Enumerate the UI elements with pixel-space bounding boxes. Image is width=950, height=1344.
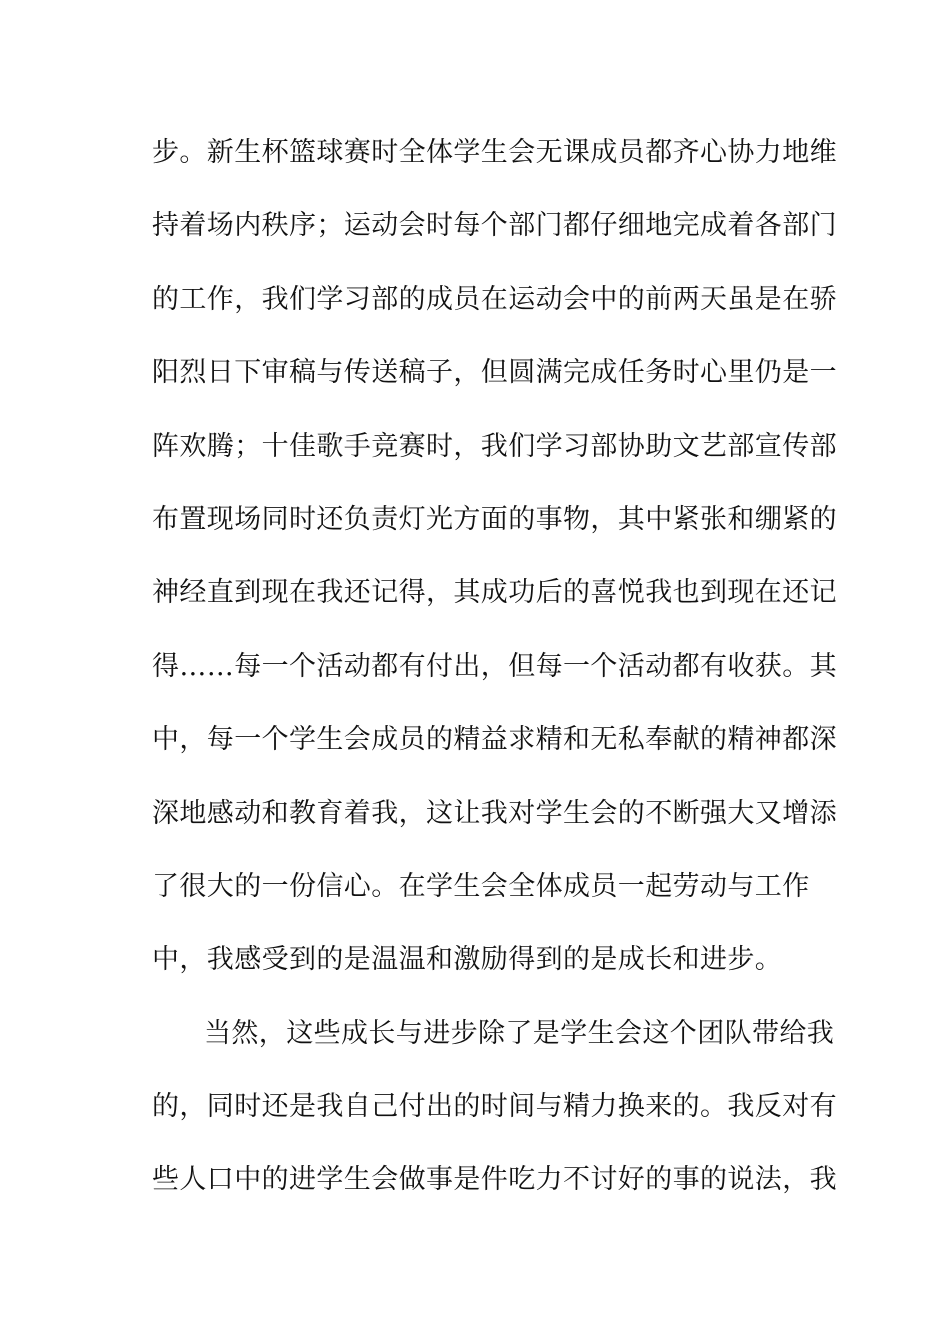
- text-line-10: 深地感动和教育着我，这让我对学生会的不断强大又增添: [152, 797, 837, 829]
- paragraph-start-line: 当然，这些成长与进步除了是学生会这个团队带给我: [204, 1017, 835, 1049]
- text-line-14: 的，同时还是我自己付出的时间与精力换来的。我反对有: [152, 1091, 837, 1123]
- text-line-7: 神经直到现在我还记得，其成功后的喜悦我也到现在还记: [152, 577, 837, 609]
- body-text: [152, 128, 837, 1229]
- text-line-5: 阵欢腾；十佳歌手竞赛时，我们学习部协助文艺部宣传部: [152, 430, 837, 462]
- text-line-12: 中，我感受到的是温温和激励得到的是成长和进步。: [152, 944, 783, 976]
- text-line-2: 持着场内秩序；运动会时每个部门都仔细地完成着各部门: [152, 210, 837, 242]
- text-line-4: 阳烈日下审稿与传送稿子，但圆满完成任务时心里仍是一: [152, 357, 837, 389]
- text-line-1: 步。新生杯篮球赛时全体学生会无课成员都齐心协力地维: [152, 137, 837, 168]
- text-line-3: 的工作，我们学习部的成员在运动会中的前两天虽是在骄: [152, 283, 837, 315]
- text-line-8: 得……每一个活动都有付出，但每一个活动都有收获。其: [152, 650, 837, 682]
- text-line-15: 些人口中的进学生会做事是件吃力不讨好的事的说法，我: [152, 1164, 837, 1196]
- text-line-6: 布置现场同时还负责灯光方面的事物，其中紧张和绷紧的: [152, 503, 837, 535]
- text-line-11: 了很大的一份信心。在学生会全体成员一起劳动与工作: [152, 870, 810, 902]
- text-line-9: 中，每一个学生会成员的精益求精和无私奉献的精神都深: [152, 724, 837, 756]
